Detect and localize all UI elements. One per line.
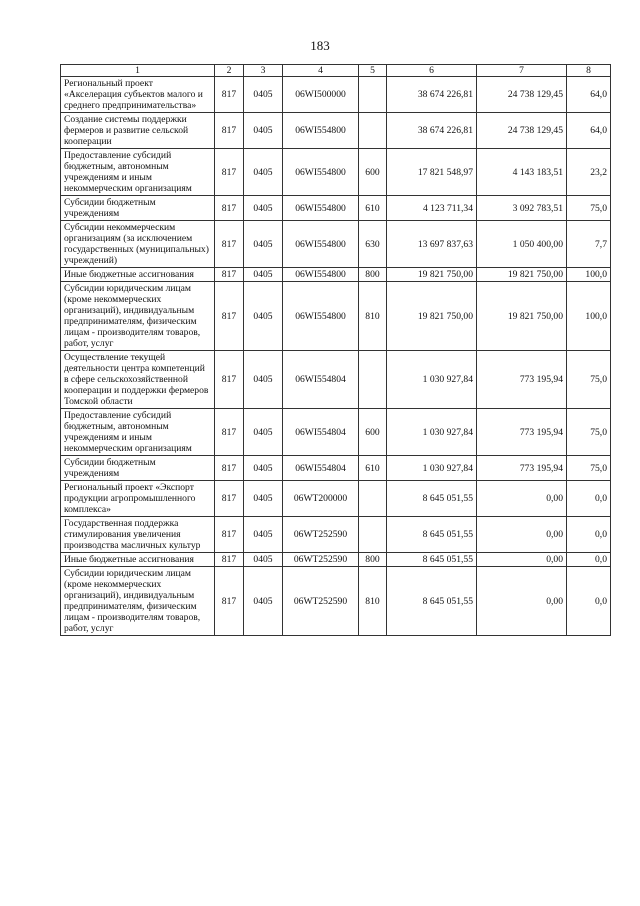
column-header-5: 5 — [359, 65, 387, 77]
row-name: Иные бюджетные ассигнования — [61, 553, 215, 567]
actual-amount: 4 143 183,51 — [477, 149, 567, 196]
row-name: Региональный проект «Экспорт продукции агропромышленного комплекса» — [61, 481, 215, 517]
target-article: 06WI554800 — [283, 268, 359, 282]
actual-amount: 1 050 400,00 — [477, 221, 567, 268]
execution-percent: 7,7 — [567, 221, 611, 268]
row-name: Создание системы поддержки фермеров и развитие сельской кооперации — [61, 113, 215, 149]
section-code: 0405 — [244, 282, 283, 351]
row-name: Субсидии бюджетным учреждениям — [61, 456, 215, 481]
page-number: 183 — [310, 38, 330, 53]
row-name: Субсидии юридическим лицам (кроме некоммерческих организаций), индивидуальным предпринимателям, физическим лицам - производителям товаров, работ, услуг — [61, 567, 215, 636]
expense-type — [359, 77, 387, 113]
ministry-code: 817 — [215, 567, 244, 636]
actual-amount: 0,00 — [477, 567, 567, 636]
planned-amount: 38 674 226,81 — [387, 77, 477, 113]
table-row — [61, 567, 611, 636]
execution-percent: 75,0 — [567, 456, 611, 481]
table-row — [61, 481, 611, 517]
target-article: 06WI554804 — [283, 351, 359, 409]
column-header-6: 6 — [387, 65, 477, 77]
execution-percent: 75,0 — [567, 409, 611, 456]
target-article: 06WI554804 — [283, 456, 359, 481]
ministry-code: 817 — [215, 282, 244, 351]
planned-amount: 13 697 837,63 — [387, 221, 477, 268]
execution-percent: 75,0 — [567, 351, 611, 409]
actual-amount: 3 092 783,51 — [477, 196, 567, 221]
section-code: 0405 — [244, 481, 283, 517]
actual-amount: 773 195,94 — [477, 409, 567, 456]
section-code: 0405 — [244, 196, 283, 221]
expense-type: 630 — [359, 221, 387, 268]
target-article: 06WI500000 — [283, 77, 359, 113]
table-row — [61, 517, 611, 553]
planned-amount: 8 645 051,55 — [387, 567, 477, 636]
table-row — [61, 456, 611, 481]
ministry-code: 817 — [215, 268, 244, 282]
table-row — [61, 268, 611, 282]
column-header-4: 4 — [283, 65, 359, 77]
actual-amount: 24 738 129,45 — [477, 77, 567, 113]
table-row — [61, 196, 611, 221]
target-article: 06WI554800 — [283, 282, 359, 351]
section-code: 0405 — [244, 268, 283, 282]
ministry-code: 817 — [215, 149, 244, 196]
column-header-7: 7 — [477, 65, 567, 77]
section-code: 0405 — [244, 113, 283, 149]
target-article: 06WT200000 — [283, 481, 359, 517]
ministry-code: 817 — [215, 517, 244, 553]
execution-percent: 0,0 — [567, 517, 611, 553]
budget-table — [60, 64, 611, 636]
execution-percent: 0,0 — [567, 481, 611, 517]
header-row — [61, 65, 611, 77]
ministry-code: 817 — [215, 409, 244, 456]
expense-type — [359, 481, 387, 517]
table-row — [61, 282, 611, 351]
section-code: 0405 — [244, 77, 283, 113]
actual-amount: 0,00 — [477, 553, 567, 567]
section-code: 0405 — [244, 409, 283, 456]
row-name: Субсидии бюджетным учреждениям — [61, 196, 215, 221]
expense-type: 600 — [359, 409, 387, 456]
target-article: 06WI554800 — [283, 221, 359, 268]
section-code: 0405 — [244, 553, 283, 567]
table-row — [61, 409, 611, 456]
expense-type: 800 — [359, 553, 387, 567]
actual-amount: 773 195,94 — [477, 351, 567, 409]
target-article: 06WI554800 — [283, 196, 359, 221]
execution-percent: 64,0 — [567, 113, 611, 149]
row-name: Иные бюджетные ассигнования — [61, 268, 215, 282]
column-header-1: 1 — [61, 65, 215, 77]
actual-amount: 24 738 129,45 — [477, 113, 567, 149]
expense-type: 800 — [359, 268, 387, 282]
planned-amount: 1 030 927,84 — [387, 351, 477, 409]
expense-type — [359, 113, 387, 149]
planned-amount: 8 645 051,55 — [387, 517, 477, 553]
execution-percent: 0,0 — [567, 553, 611, 567]
planned-amount: 8 645 051,55 — [387, 481, 477, 517]
ministry-code: 817 — [215, 553, 244, 567]
ministry-code: 817 — [215, 351, 244, 409]
planned-amount: 1 030 927,84 — [387, 409, 477, 456]
column-header-2: 2 — [215, 65, 244, 77]
table-row — [61, 221, 611, 268]
planned-amount: 1 030 927,84 — [387, 456, 477, 481]
expense-type: 600 — [359, 149, 387, 196]
table-row — [61, 553, 611, 567]
execution-percent: 100,0 — [567, 282, 611, 351]
planned-amount: 8 645 051,55 — [387, 553, 477, 567]
expense-type — [359, 351, 387, 409]
row-name: Субсидии юридическим лицам (кроме некоммерческих организаций), индивидуальным предпринимателям, физическим лицам - производителям товаров, работ, услуг — [61, 282, 215, 351]
target-article: 06WI554804 — [283, 409, 359, 456]
actual-amount: 19 821 750,00 — [477, 268, 567, 282]
target-article: 06WT252590 — [283, 517, 359, 553]
expense-type: 810 — [359, 567, 387, 636]
section-code: 0405 — [244, 351, 283, 409]
section-code: 0405 — [244, 456, 283, 481]
planned-amount: 17 821 548,97 — [387, 149, 477, 196]
execution-percent: 64,0 — [567, 77, 611, 113]
expense-type: 810 — [359, 282, 387, 351]
ministry-code: 817 — [215, 481, 244, 517]
table-row — [61, 113, 611, 149]
section-code: 0405 — [244, 149, 283, 196]
ministry-code: 817 — [215, 113, 244, 149]
target-article: 06WI554800 — [283, 113, 359, 149]
execution-percent: 23,2 — [567, 149, 611, 196]
column-header-8: 8 — [567, 65, 611, 77]
table-row — [61, 149, 611, 196]
section-code: 0405 — [244, 517, 283, 553]
ministry-code: 817 — [215, 196, 244, 221]
expense-type: 610 — [359, 196, 387, 221]
actual-amount: 19 821 750,00 — [477, 282, 567, 351]
target-article: 06WT252590 — [283, 553, 359, 567]
row-name: Субсидии некоммерческим организациям (за исключением государственных (муниципальных) учреждений) — [61, 221, 215, 268]
expense-type: 610 — [359, 456, 387, 481]
target-article: 06WT252590 — [283, 567, 359, 636]
row-name: Осуществление текущей деятельности центра компетенций в сфере сельскохозяйственной кооперации и поддержки фермеров Томской области — [61, 351, 215, 409]
execution-percent: 75,0 — [567, 196, 611, 221]
actual-amount: 773 195,94 — [477, 456, 567, 481]
target-article: 06WI554800 — [283, 149, 359, 196]
row-name: Предоставление субсидий бюджетным, автономным учреждениям и иным некоммерческим организациям — [61, 149, 215, 196]
planned-amount: 4 123 711,34 — [387, 196, 477, 221]
planned-amount: 38 674 226,81 — [387, 113, 477, 149]
expense-type — [359, 517, 387, 553]
section-code: 0405 — [244, 567, 283, 636]
table-body — [61, 77, 611, 636]
planned-amount: 19 821 750,00 — [387, 282, 477, 351]
row-name: Предоставление субсидий бюджетным, автономным учреждениям и иным некоммерческим организациям — [61, 409, 215, 456]
table-row — [61, 77, 611, 113]
table-row — [61, 351, 611, 409]
execution-percent: 0,0 — [567, 567, 611, 636]
actual-amount: 0,00 — [477, 481, 567, 517]
column-header-3: 3 — [244, 65, 283, 77]
execution-percent: 100,0 — [567, 268, 611, 282]
ministry-code: 817 — [215, 77, 244, 113]
row-name: Региональный проект «Акселерация субъектов малого и среднего предпринимательства» — [61, 77, 215, 113]
ministry-code: 817 — [215, 221, 244, 268]
planned-amount: 19 821 750,00 — [387, 268, 477, 282]
section-code: 0405 — [244, 221, 283, 268]
actual-amount: 0,00 — [477, 517, 567, 553]
ministry-code: 817 — [215, 456, 244, 481]
row-name: Государственная поддержка стимулирования увеличения производства масличных культур — [61, 517, 215, 553]
